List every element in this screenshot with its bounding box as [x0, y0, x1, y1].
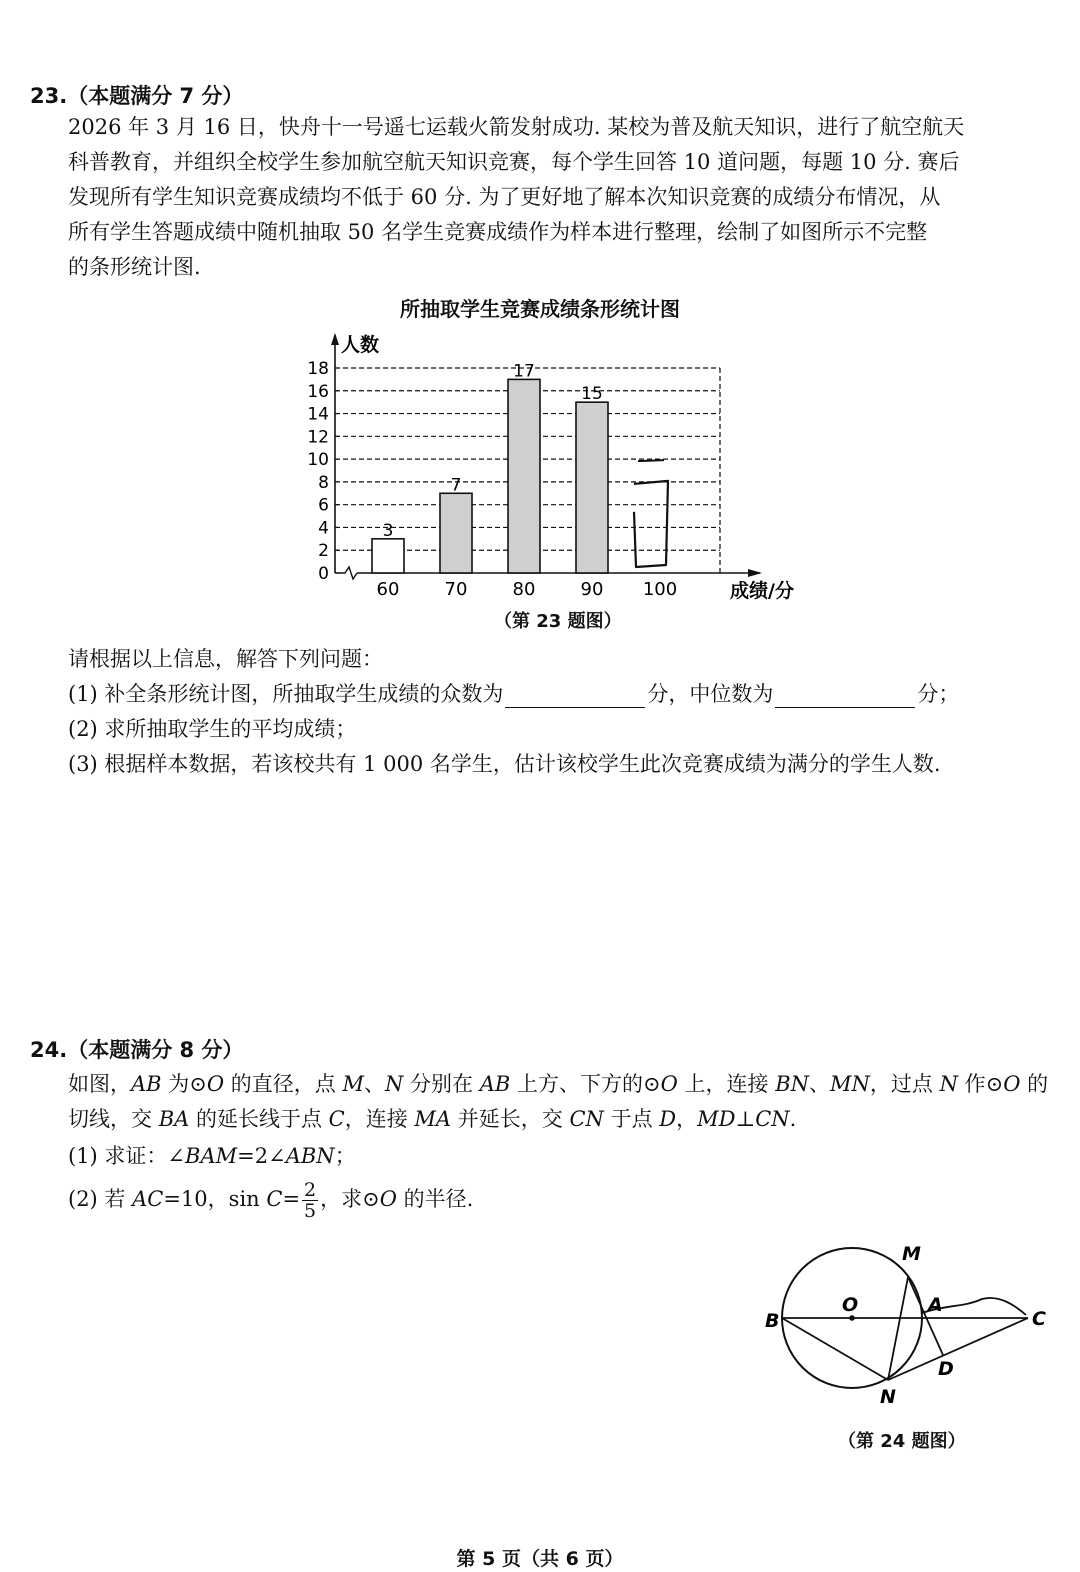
x-tick-label: 100 [642, 579, 678, 600]
q23-prompt: 请根据以上信息，解答下列问题： [68, 647, 383, 671]
q24-line-2: 切线，交 BA 的延长线于点 C，连接 MA 并延长，交 CN 于点 D，MD⊥CN. [68, 1107, 797, 1131]
bar-chart [290, 325, 810, 610]
q24-figure-caption: （第 24 题图） [838, 1431, 966, 1452]
q24-header: 24.（本题满分 8 分） [30, 1038, 244, 1062]
y-tick-label: 8 [318, 472, 329, 493]
label-o: O [842, 1294, 859, 1316]
handwritten-bar-sketch [634, 481, 668, 567]
label-d: D [938, 1358, 954, 1380]
page-footer: 第 5 页（共 6 页） [456, 1548, 624, 1570]
x-axis-arrow [748, 569, 762, 577]
q23-figure-caption: （第 23 题图） [494, 611, 622, 632]
y-tick-label: 2 [318, 541, 329, 562]
fraction-denominator: 5 [304, 1200, 317, 1222]
q23-part1 [68, 678, 959, 708]
q23-header: 23.（本题满分 7 分） [30, 84, 244, 108]
chart-title: 所抽取学生竞赛成绩条形统计图 [400, 297, 680, 321]
y-tick-label: 16 [307, 381, 329, 402]
fraction-numerator: 2 [304, 1179, 317, 1201]
bar [576, 402, 608, 573]
q24-part2-text-b: ，求⊙O 的半径. [320, 1187, 474, 1211]
q24-line-1: 如图，AB 为⊙O 的直径，点 M、N 分别在 AB 上方、下方的⊙O 上，连接 BN、MN，过点 N 作⊙O 的 [68, 1072, 1049, 1096]
x-tick-label: 60 [376, 579, 400, 600]
circle-geometry-figure [760, 1235, 1060, 1425]
q23-line-5: 的条形统计图. [68, 255, 201, 279]
bar [508, 379, 540, 573]
q23-part1-text-b: 分，中位数为 [647, 682, 774, 706]
bar-data-label: 3 [382, 520, 394, 541]
handwritten-mark [638, 460, 664, 461]
q23-stem [68, 110, 1053, 285]
bar [440, 493, 472, 573]
x-tick-label: 70 [444, 579, 468, 600]
q23-line-3: 发现所有学生知识竞赛成绩均不低于 60 分. 为了更好地了解本次知识竞赛的成绩分布情况，从 [68, 185, 941, 209]
sin-c-fraction [302, 1180, 318, 1221]
y-tick-label: 6 [318, 495, 329, 516]
y-tick-label: 0 [318, 564, 329, 584]
label-c: C [1032, 1308, 1046, 1330]
x-axis-label: 成绩/分 [730, 580, 794, 602]
bar [372, 539, 404, 573]
q24-part1: (1) 求证：∠BAM=2∠ABN； [68, 1144, 356, 1168]
bar-data-label: 7 [450, 475, 462, 496]
q23-line-1: 2026 年 3 月 16 日，快舟十一号遥七运载火箭发射成功. 某校为普及航天知识，进行了航空航天 [68, 115, 965, 139]
segment-bn [782, 1318, 888, 1380]
q23-line-4: 所有学生答题成绩中随机抽取 50 名学生竞赛成绩作为样本进行整理，绘制了如图所示不完整 [68, 220, 928, 244]
q23-part1-text-a: (1) 补全条形统计图，所抽取学生成绩的众数为 [68, 682, 504, 706]
center-point-o [849, 1315, 855, 1321]
bar-data-label: 17 [513, 361, 535, 382]
segment-md [908, 1277, 943, 1355]
q23-part3: (3) 根据样本数据，若该校共有 1 000 名学生，估计该校学生此次竞赛成绩为满分的学生人数. [68, 752, 941, 776]
mode-answer-blank[interactable] [505, 687, 645, 708]
y-tick-label: 10 [307, 450, 329, 471]
y-tick-label: 14 [307, 404, 329, 425]
label-m: M [902, 1243, 921, 1265]
y-tick-label: 12 [307, 427, 329, 448]
label-b: B [765, 1310, 780, 1332]
y-tick-label: 4 [318, 518, 329, 539]
q24-part2-text-a: (2) 若 AC=10，sin C= [68, 1187, 301, 1211]
label-n: N [880, 1386, 896, 1408]
label-a: A [928, 1294, 943, 1316]
q23-line-2: 科普教育，并组织全校学生参加航空航天知识竞赛，每个学生回答 10 道问题，每题 10 分. 赛后 [68, 150, 960, 174]
q23-part2: (2) 求所抽取学生的平均成绩； [68, 717, 357, 741]
bar-data-label: 15 [581, 384, 603, 405]
x-tick-label: 80 [512, 579, 536, 600]
y-tick-label: 18 [307, 359, 329, 379]
y-axis-label: 人数 [341, 334, 380, 356]
q23-part1-text-c: 分； [917, 682, 960, 706]
y-axis-arrow [331, 333, 339, 345]
q24-part2 [68, 1180, 473, 1221]
x-tick-label: 90 [580, 579, 604, 600]
median-answer-blank[interactable] [775, 687, 915, 708]
tangent-cn [888, 1318, 1028, 1380]
